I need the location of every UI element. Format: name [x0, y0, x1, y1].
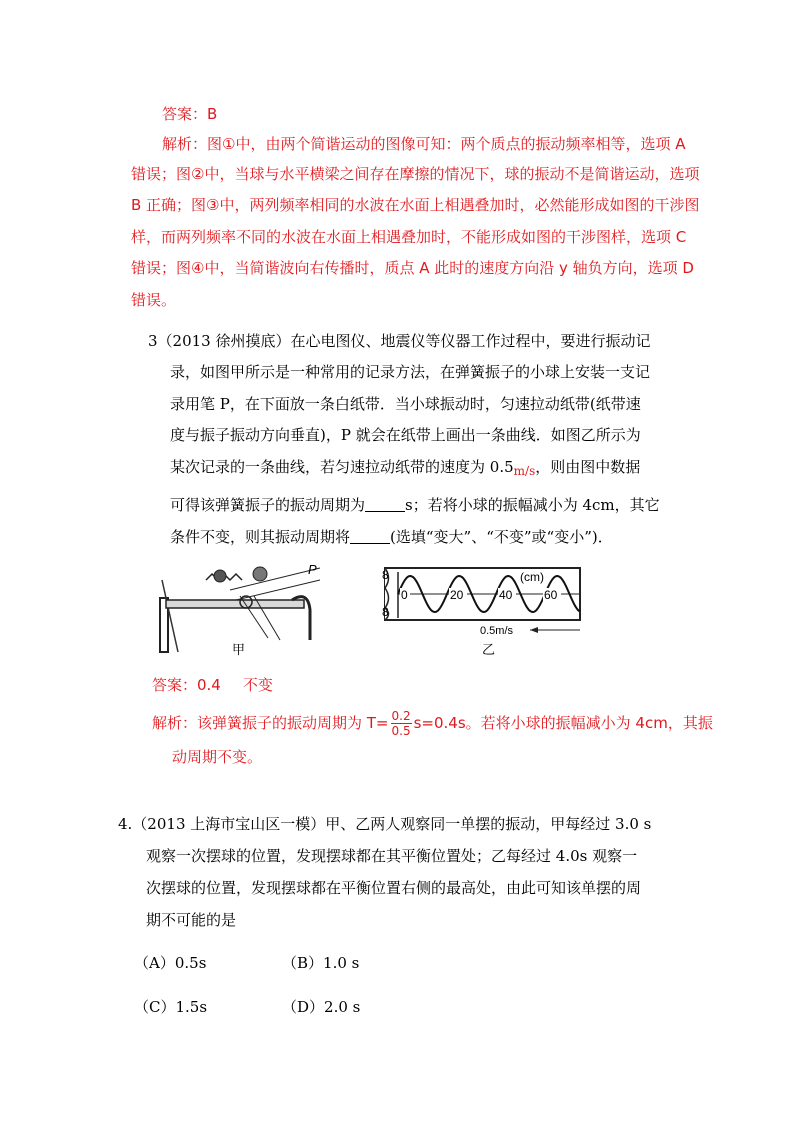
question-4-line-4: 期不可能的是 [146, 911, 237, 929]
explanation-2-line-5: 错误；图④中，当简谐波向右传播时，质点 A 此时的速度方向沿 y 轴负方向，选项 D [131, 259, 694, 277]
option-b[interactable]: （B）1.0 s [282, 954, 360, 972]
explanation-3-text: 解析：该弹簧振子的振动周期为 T= [152, 714, 389, 732]
question-3-line-1: 3（2013 徐州摸底）在心电图仪、地震仪等仪器工作过程中，要进行振动记 [148, 332, 651, 350]
question-3-line-5 [170, 456, 640, 482]
answer-2: 答案：B [162, 105, 218, 123]
tick-20: 20 [450, 588, 464, 602]
explanation-2-line-3: B 正确；图③中，两列频率相同的水波在水面上相遇叠加时，必然能形成如图的干涉图 [131, 196, 700, 214]
option-c[interactable]: （C）1.5s [134, 998, 208, 1016]
fraction-denominator: 0.5 [391, 724, 411, 738]
explanation-3-line-2: 动周期不变。 [172, 748, 263, 766]
tick-40: 40 [499, 588, 513, 602]
explanation-2-line-4: 样，而两列频率不同的水波在水面上相遇叠加时，不能形成如图的干涉图样，选项 C [131, 228, 687, 246]
answer-blank-change[interactable] [350, 529, 390, 544]
y-top-label: 8 [382, 568, 389, 582]
fraction-numerator: 0.2 [391, 709, 411, 723]
question-3-line-6 [170, 494, 660, 516]
speed-label: 0.5m/s [480, 625, 514, 637]
answer-3 [152, 674, 273, 696]
explanation-3-text-2: s=0.4s。若将小球的振幅减小为 4cm，其振 [413, 714, 713, 732]
q3-line5-text: 某次记录的一条曲线，若匀速拉动纸带的速度为 0.5 [170, 458, 514, 476]
tick-0: 0 [401, 588, 408, 602]
question-4-line-1: 4.（2013 上海市宝山区一模）甲、乙两人观察同一单摆的振动，甲每经过 3.0 s [118, 815, 652, 833]
option-d[interactable]: （D）2.0 s [282, 998, 361, 1016]
figure-yi-caption: 乙 [482, 643, 496, 658]
explanation-2-line-2: 错误；图②中，当球与水平横梁之间存在摩擦的情况下，球的振动不是简谐运动，选项 [131, 165, 700, 183]
q3-line6-text: 可得该弹簧振子的振动周期为 [170, 496, 366, 514]
explanation-2-line-6: 错误。 [131, 291, 177, 309]
answer-blank-period[interactable] [365, 497, 405, 512]
question-3-line-3: 录用笔 P，在下面放一条白纸带．当小球振动时，匀速拉动纸带(纸带速 [170, 395, 641, 413]
figure-yi-tape-curve [380, 562, 590, 642]
explanation-2-line-1: 解析：图①中，由两个简谐运动的图像可知：两个质点的振动频率相等，选项 A [162, 135, 686, 153]
q3-speed-unit: m/s [513, 464, 536, 478]
q3-line7-end: (选填“变大”、“不变”或“变小”)． [390, 528, 613, 546]
tick-60: 60 [544, 588, 558, 602]
q3-line6-end: s；若将小球的振幅减小为 4cm，其它 [405, 496, 660, 514]
question-3-line-4: 度与振子振动方向垂直)，P 就会在纸带上画出一条曲线．如图乙所示为 [170, 426, 641, 444]
question-3-line-7 [170, 526, 613, 548]
question-3-line-2: 录，如图甲所示是一种常用的记录方法，在弹簧振子的小球上安装一支记 [170, 363, 651, 381]
y-bottom-label: 8 [382, 605, 389, 619]
period-fraction [391, 709, 412, 738]
q3-line7-text: 条件不变，则其振动周期将 [170, 528, 351, 546]
answer-3-value-2: 不变 [242, 676, 273, 694]
figure-jia-caption: 甲 [232, 643, 246, 658]
question-4-line-2: 观察一次摆球的位置，发现摆球都在其平衡位置处；乙每经过 4.0s 观察一 [146, 847, 638, 865]
q3-line5-end: ，则由图中数据 [535, 458, 641, 476]
option-a[interactable]: （A）0.5s [134, 954, 207, 972]
explanation-3-line-1 [152, 706, 713, 740]
pen-label-p: P [308, 562, 317, 577]
answer-3-value: 答案：0.4 [152, 676, 221, 694]
unit-label: (cm) [520, 570, 544, 584]
question-4-line-3: 次摆球的位置，发现摆球都在平衡位置右侧的最高处，由此可知该单摆的周 [146, 879, 642, 897]
